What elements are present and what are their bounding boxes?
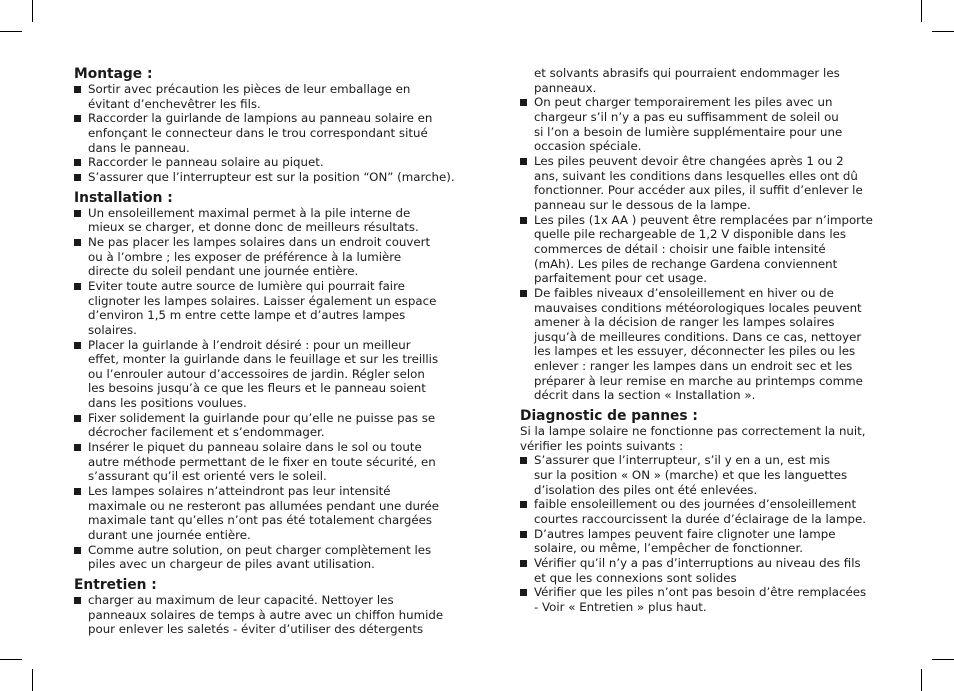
list-item: Vérifier qu’il n’y a pas d’interruptions au niveau des fils et que les connexions sont solides — [520, 556, 882, 585]
list-item-continuation: et solvants abrasifs qui pourraient endommager les panneaux. — [534, 66, 840, 95]
entretien-list — [74, 593, 450, 637]
list-item: Les piles peuvent devoir être changées après 1 ou 2 ans, suivant les conditions dans lesquelles elles ont dû fonctionner. Pour accéder aux piles, il suffit d’enlever le panneau sur le dessous de la lampe. — [520, 154, 882, 213]
diagnostic-intro: Si la lampe solaire ne fonctionne pas correctement la nuit, vérifier les points suivants : — [520, 424, 866, 453]
list-item: On peut charger temporairement les piles avec un chargeur s’il n’y a pas eu suffisamment de soleil ou si l’on a besoin de lumière supplémentaire pour une occasion spéciale. — [520, 95, 882, 154]
right-column — [520, 66, 882, 615]
list-item: Fixer solidement la guirlande pour qu’elle ne puisse pas se décrocher facilement et s’endommager. — [74, 411, 450, 440]
crop-mark — [32, 669, 33, 691]
crop-mark — [921, 0, 922, 22]
list-item: Les lampes solaires n’atteindront pas leur intensité maximale ou ne resteront pas allumées pendant une durée maximale tant qu’elles n’ont pas été totalement chargées durant une journée entière. — [74, 484, 450, 543]
list-item: D’autres lampes peuvent faire clignoter une lampe solaire, ou même, l’empêcher de fonctionner. — [520, 527, 882, 556]
crop-mark — [0, 659, 22, 660]
list-item: Placer la guirlande à l’endroit désiré : pour un meilleur effet, monter la guirlande dans le feuillage et sur les treillis ou l’enrouler autour d’accessoires de jardin. Régler selon les besoins jusqu’à ce que les fleurs et le panneau soient dans les positions voulues. — [74, 338, 450, 411]
crop-mark — [932, 659, 954, 660]
diagnostic-list — [520, 453, 882, 614]
list-item: charger au maximum de leur capacité. Nettoyer les panneaux solaires de temps à autre avec un chiffon humide pour enlever les saletés - éviter d’utiliser des détergents — [74, 593, 450, 637]
montage-list — [74, 82, 455, 185]
section-heading-entretien: Entretien : — [74, 577, 157, 593]
list-item: Les piles (1x AA ) peuvent être remplacées par n’importe quelle pile rechargeable de 1,2 V disponible dans les commerces de détail : choisir une faible intensité (mAh). Les piles de rechange Gardena conviennent parfaitement pour cet usage. — [520, 213, 882, 286]
installation-list — [74, 206, 450, 572]
list-item: Un ensoleillement maximal permet à la pile interne de mieux se charger, et donne donc de meilleurs résultats. — [74, 206, 450, 235]
list-item: Ne pas placer les lampes solaires dans un endroit couvert ou à l’ombre ; les exposer de préférence à la lumière directe du soleil pendant une journée entière. — [74, 235, 450, 279]
crop-mark — [921, 669, 922, 691]
list-item: S’assurer que l’interrupteur est sur la position “ON” (marche). — [74, 170, 450, 185]
list-item: Eviter toute autre source de lumière qui pourrait faire clignoter les lampes solaires. Laisser également un espace d’environ 1,5 m entre cette lampe et d’autres lampes solaires. — [74, 279, 450, 338]
left-column — [74, 66, 455, 637]
section-heading-installation: Installation : — [74, 189, 173, 206]
list-item: Sortir avec précaution les pièces de leur emballage en évitant d’enchevêtrer les fils. — [74, 82, 450, 111]
crop-mark — [932, 31, 954, 32]
list-item: Insérer le piquet du panneau solaire dans le sol ou toute autre méthode permettant de le fixer en toute sécurité, en s’assurant qu’il est orienté vers le soleil. — [74, 440, 450, 484]
list-item: Vérifier que les piles n’ont pas besoin d’être remplacées - Voir « Entretien » plus haut. — [520, 585, 882, 614]
list-item: De faibles niveaux d’ensoleillement en hiver ou de mauvaises conditions météorologiques locales peuvent amener à la décision de ranger les lampes solaires jusqu’à de meilleures conditions. Dans ce cas, nettoyer les lampes et les essuyer, déconnecter les piles ou les enlever : ranger les lampes dans un endroit sec et les préparer à leur remise en marche au printemps comme décrit dans la section « Installation ». — [520, 286, 882, 403]
list-item: Raccorder le panneau solaire au piquet. — [74, 155, 450, 170]
section-heading-diagnostic: Diagnostic de pannes : — [520, 408, 698, 425]
list-item: S’assurer que l’interrupteur, s’il y en a un, est mis sur la position « ON » (marche) et que les languettes d’isolation des piles ont été enlevées. — [520, 453, 882, 497]
entretien-list-continued — [520, 66, 882, 403]
crop-mark — [0, 31, 22, 32]
section-heading-montage: Montage : — [74, 66, 153, 82]
list-item: Comme autre solution, on peut charger complètement les piles avec un chargeur de piles avant utilisation. — [74, 543, 450, 572]
list-item: Raccorder la guirlande de lampions au panneau solaire en enfonçant le connecteur dans le trou correspondant situé dans le panneau. — [74, 111, 450, 155]
crop-mark — [32, 0, 33, 22]
list-item: faible ensoleillement ou des journées d’ensoleillement courtes raccourcissent la durée d’éclairage de la lampe. — [520, 497, 882, 526]
